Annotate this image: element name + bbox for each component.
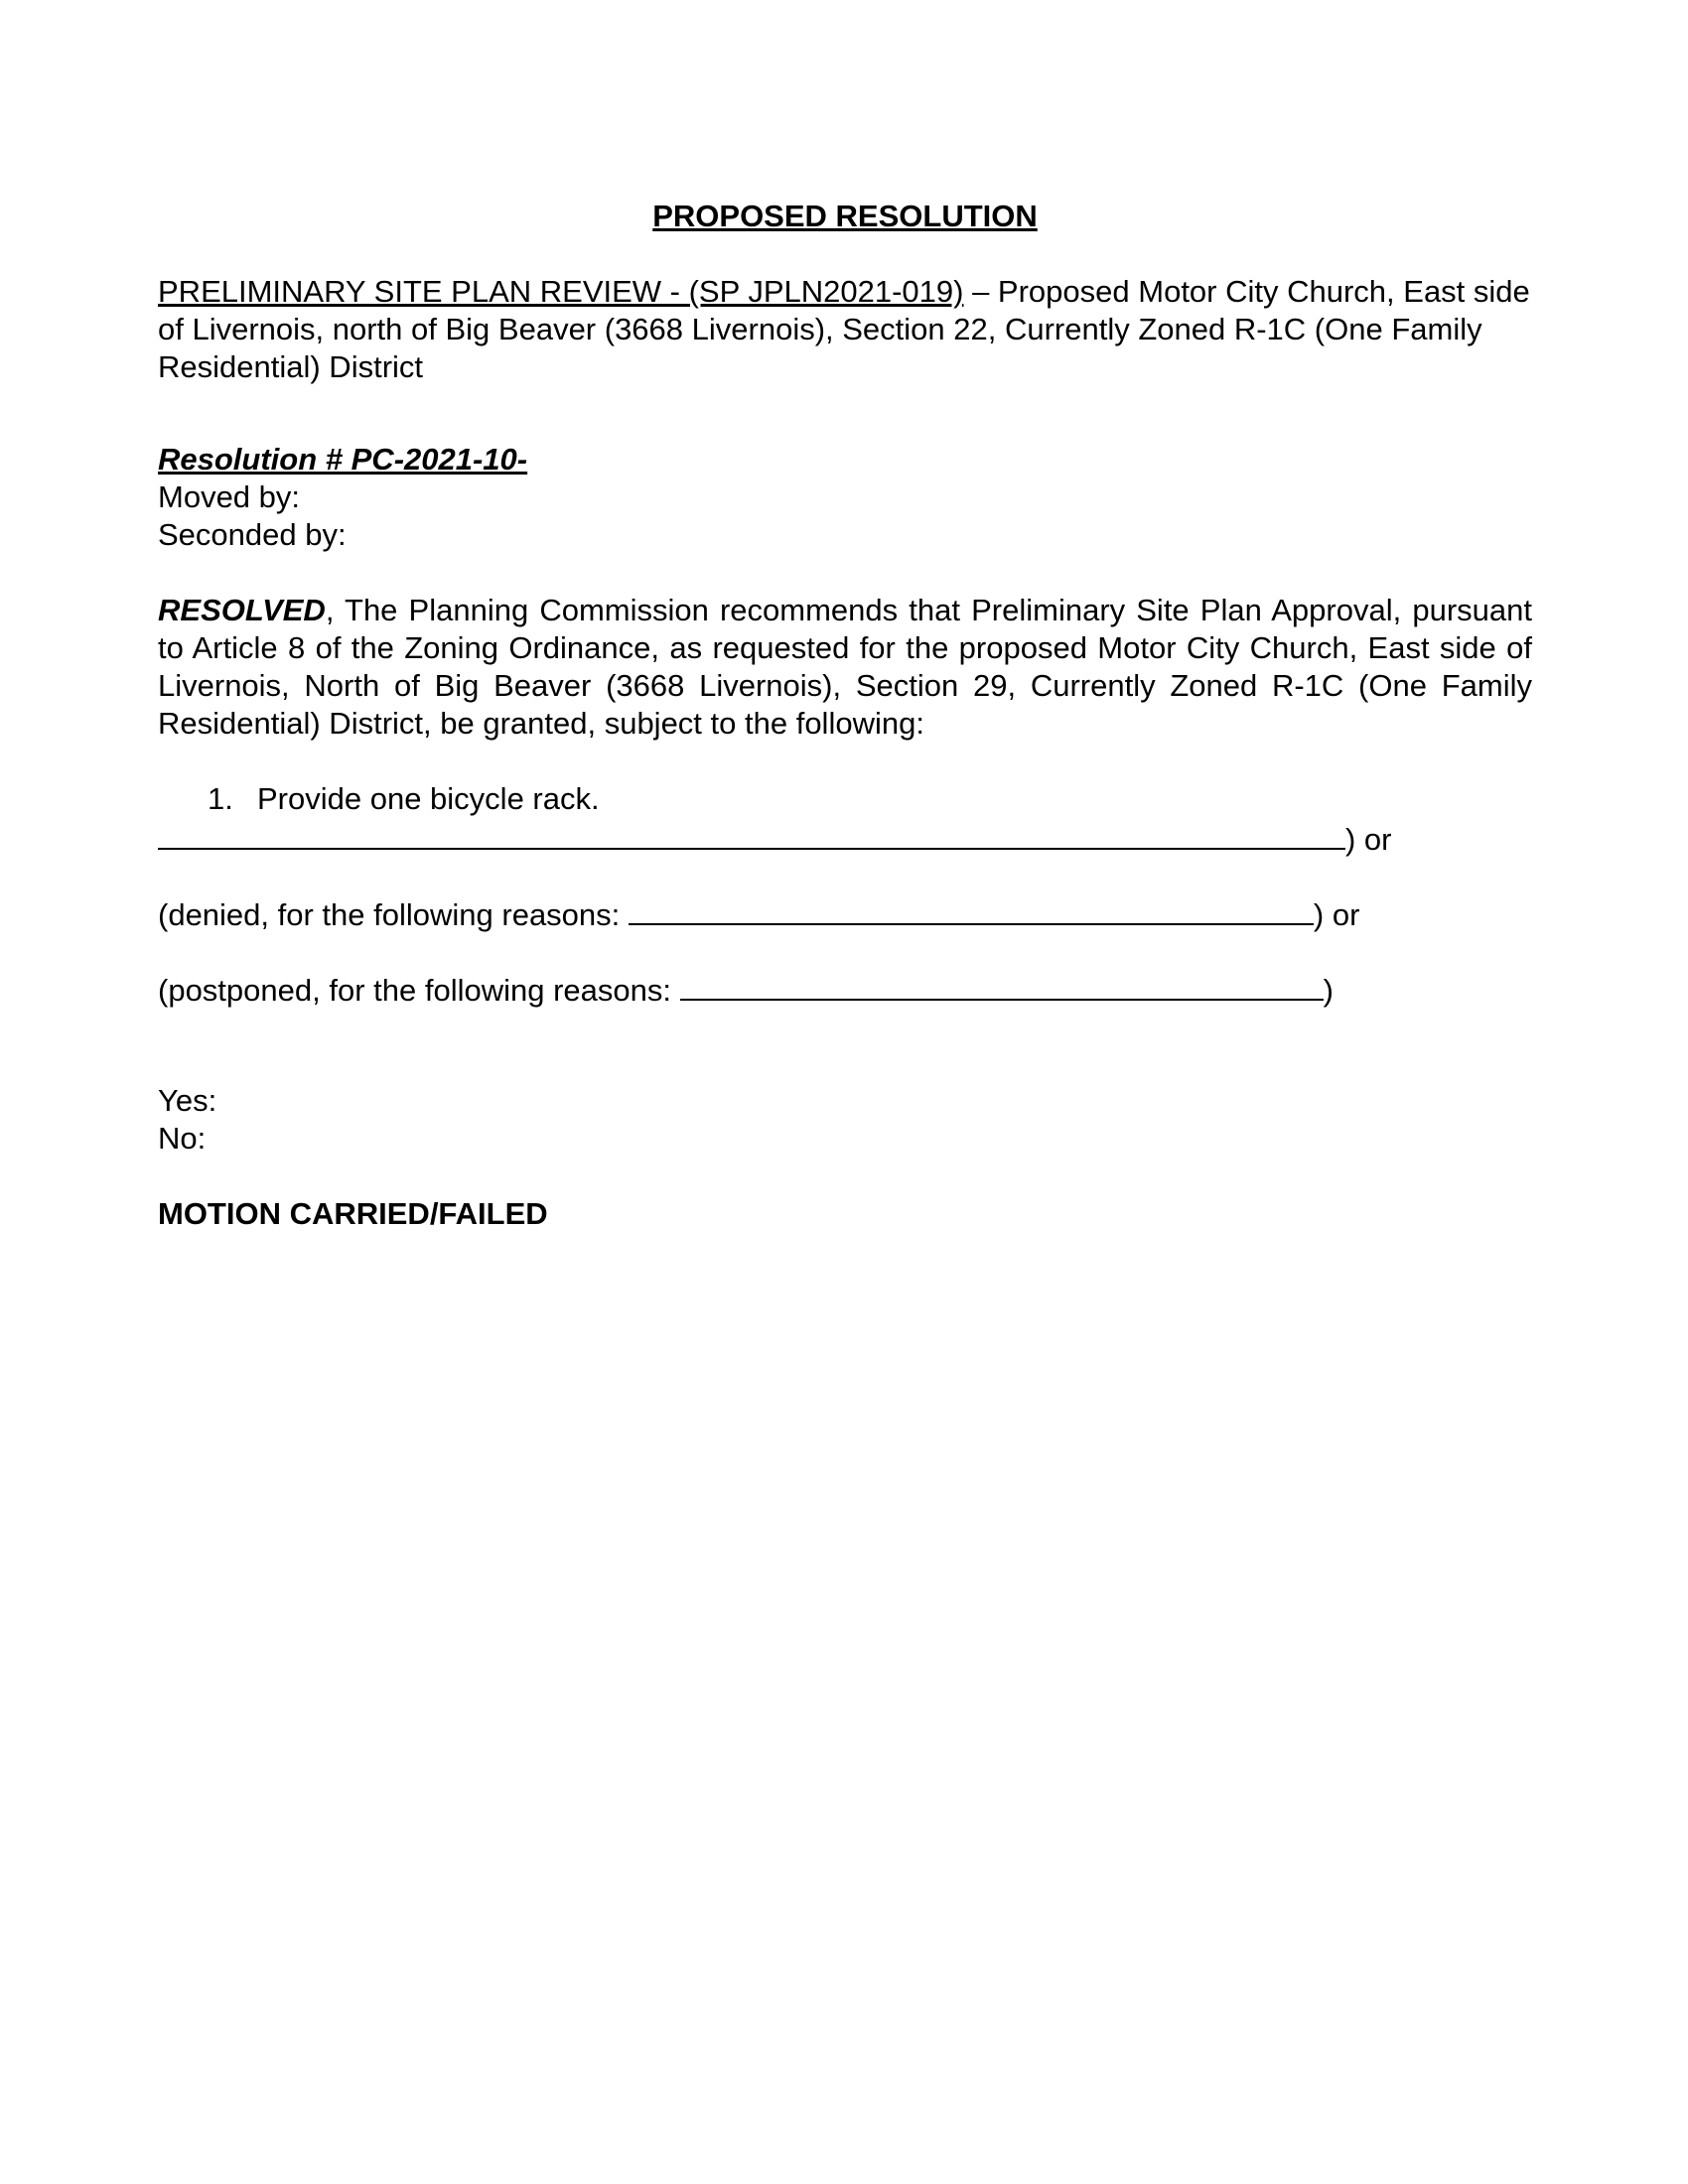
resolved-lead: RESOLVED: [158, 593, 326, 627]
item-heading: [158, 273, 1532, 386]
moved-by-label: Moved by:: [158, 479, 301, 514]
page-title: PROPOSED RESOLUTION: [652, 199, 1038, 233]
granted-blank-line: [158, 818, 1392, 859]
motion-result: MOTION CARRIED/FAILED: [158, 1196, 548, 1231]
seconded-by-label: Seconded by:: [158, 517, 347, 552]
blank-underline: [158, 818, 1345, 850]
condition-number: 1.: [208, 781, 233, 816]
resolved-text: , The Planning Commission recommends that Preliminary Site Plan Approval, pursuant to Article 8 of the Zoning Ordinance, as requested for the proposed Motor City Church, East side of Livernois, North of Big Beaver (3668 Livernois), Section 29, Currently Zoned R-1C (One Family Residential) District, be granted, subject to the following:: [158, 593, 1532, 741]
yes-label: Yes:: [158, 1083, 217, 1118]
postponed-line: [158, 969, 1334, 1010]
denied-line: [158, 893, 1359, 934]
resolution-number: Resolution # PC-2021-10-: [158, 442, 528, 477]
resolved-paragraph: [158, 592, 1532, 743]
denied-label: (denied, for the following reasons:: [158, 897, 629, 932]
condition-text: Provide one bicycle rack.: [257, 781, 600, 816]
blank-line-suffix: ) or: [1345, 822, 1392, 857]
item-heading-description: – Proposed Motor City Church, East side of Livernois, north of Big Beaver (3668 Livernois), Section 22, Currently Zoned R-1C (One Family Residential) District: [158, 274, 1530, 384]
postponed-suffix: ): [1323, 973, 1334, 1008]
postponed-label: (postponed, for the following reasons:: [158, 973, 680, 1008]
no-label: No:: [158, 1121, 207, 1156]
postponed-blank-underline: [680, 969, 1324, 1001]
condition-item: [208, 780, 600, 818]
denied-suffix: ) or: [1313, 897, 1360, 932]
item-heading-underlined: PRELIMINARY SITE PLAN REVIEW - (SP JPLN2021-019): [158, 274, 964, 309]
denied-blank-underline: [629, 893, 1314, 925]
